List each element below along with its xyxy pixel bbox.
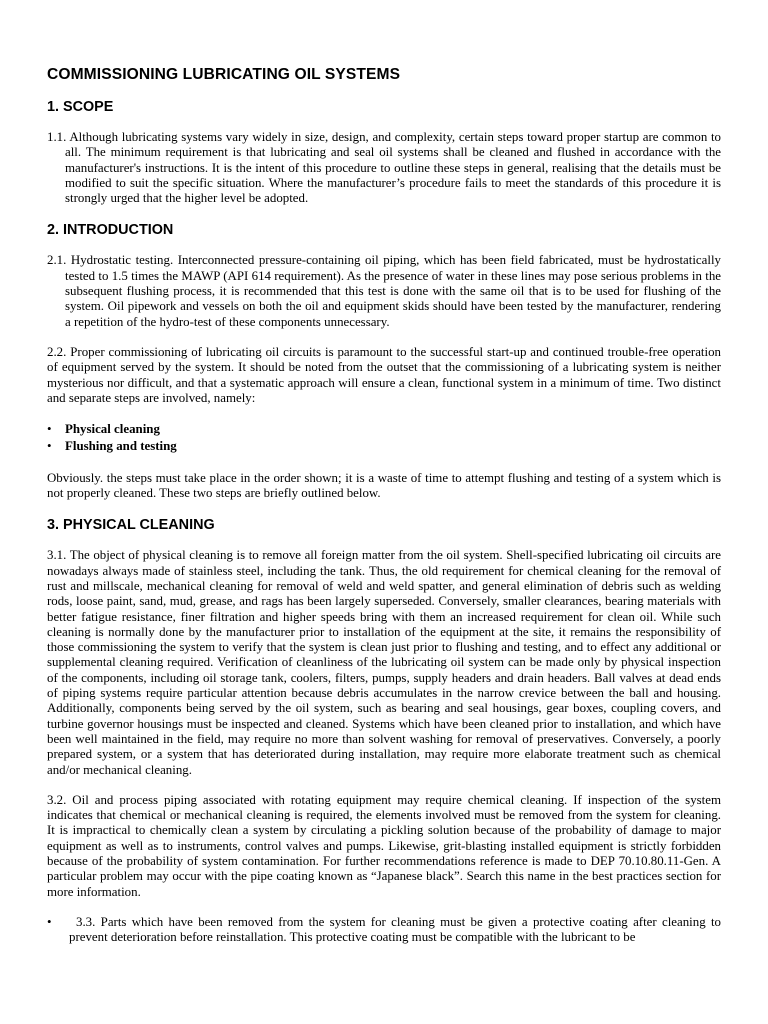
document-page [47,60,721,945]
paragraph-1-1: 1.1. Although lubricating systems vary widely in size, design, and complexity, certain steps toward proper startup are common to all. The minimum requirement is that lubricating and seal oil systems shall be cleaned and flushed in accordance with the manufacturer's instructions. It is the intent of this procedure to outline these steps in general, realising that the details must be modified to suit the specific situation. Where the manufacturer’s procedure fails to meet the standards of this procedure it is strongly urged that the higher level be adopted. [47,130,721,206]
steps-bullet-list [47,421,721,456]
paragraph-2-closing: Obviously. the steps must take place in the order shown; it is a waste of time to attempt flushing and testing of a system which is not properly cleaned. These two steps are briefly outlined below. [47,470,721,501]
paragraph-3-1: 3.1. The object of physical cleaning is to remove all foreign matter from the oil system. Shell-specified lubricating oil circuits are nowadays always made of stainless steel, including the tank. Thus, the old requirement for chemical cleaning for the removal of rust and millscale, mechanical cleaning for removal of weld and weld spatter, and general elimination of debris such as welding rods, loose paint, sand, mud, grease, and rags has been largely superseded. Conversely, smaller clearances, bearing materials with better fatigue resistance, finer filtration and higher speeds bring with them an increased requirement for clean oil. While such cleaning is normally done by the manufacturer prior to installation of the equipment at the site, it remains the responsibility of those commissioning the system to verify that the system is clean just prior to flushing and testing, and to effect any additional or supplemental cleaning required. Verification of cleanliness of the lubricating oil system can be made only by physical inspection of the components, including oil storage tank, coolers, filters, pumps, supply headers and drain headers. Ball valves at dead ends of piping systems require particular attention because debris accumulates in the narrow crevice between the ball and housing. Additionally, components being served by the oil system, such as bearing and seal housings, gear boxes, coupling covers, and turbine governor housings must be inspected and cleaned. Systems which have been cleaned prior to installation, and which have been well maintained in the field, may require no more than solvent washing for removal of preservatives. Conversely, a poorly prepared system, or a system that has deteriorated during installation, may require more elaborate treatment such as chemical and/or mechanical cleaning. [47,548,721,777]
paragraph-3-3 [47,915,721,946]
section-heading-physical-cleaning: 3. PHYSICAL CLEANING [47,517,215,534]
bullet-item-label: Flushing and testing [65,439,177,454]
paragraph-3-2: 3.2. Oil and process piping associated with rotating equipment may require chemical cleaning. If inspection of the system indicates that chemical or mechanical cleaning is required, the elements involved must be removed from the system for cleaning. It is impractical to chemically clean a system by circulating a pickling solution because of the probability of damage to major equipment as well as to instruments, control valves and pumps. Likewise, grit-blasting installed equipment is strictly forbidden because of the probability of system contamination. For further recommendations reference is made to DEP 70.10.80.11-Gen. A particular problem may occur with the pipe coating known as “Japanese black”. Search this name in the best practices section for more information. [47,792,721,899]
bullet-dot-icon: • [47,439,52,454]
section-heading-introduction: 2. INTRODUCTION [47,222,174,239]
bullet-item-label: Physical cleaning [65,422,160,437]
paragraph-3-3-text: 3.3. Parts which have been removed from the system for cleaning must be given a protective coating after cleaning to prevent deterioration before reinstallation. This protective coating must be compatible with the lubricant to be [69,914,721,945]
bullet-item-flushing-testing [47,438,721,455]
paragraph-2-2: 2.2. Proper commissioning of lubricating oil circuits is paramount to the successful start-up and continued trouble-free operation of equipment served by the system. It should be noted from the outset that the commissioning of a lubricating system is neither mysterious nor difficult, and that a systematic approach will ensure a clean, functional system in a minimum of time. Two distinct and separate steps are involved, namely: [47,344,721,405]
paragraph-2-1: 2.1. Hydrostatic testing. Interconnected pressure-containing oil piping, which has been field fabricated, must be hydrostatically tested to 1.5 times the MAWP (API 614 requirement). As the presence of water in these lines may pose serious problems in the subsequent flushing process, it is recommended that this test is done with the same oil that is to be used for flushing of the system. Oil pipework and vessels on both the oil and equipment skids should have been tested by the manufacturer, rendering a repetition of the hydro-test of these components unnecessary. [47,253,721,329]
bullet-item-physical-cleaning [47,421,721,438]
bullet-dot-icon: • [47,914,52,929]
section-heading-scope: 1. SCOPE [47,99,114,115]
document-title: COMMISSIONING LUBRICATING OIL SYSTEMS [47,66,401,83]
bullet-dot-icon: • [47,422,52,437]
